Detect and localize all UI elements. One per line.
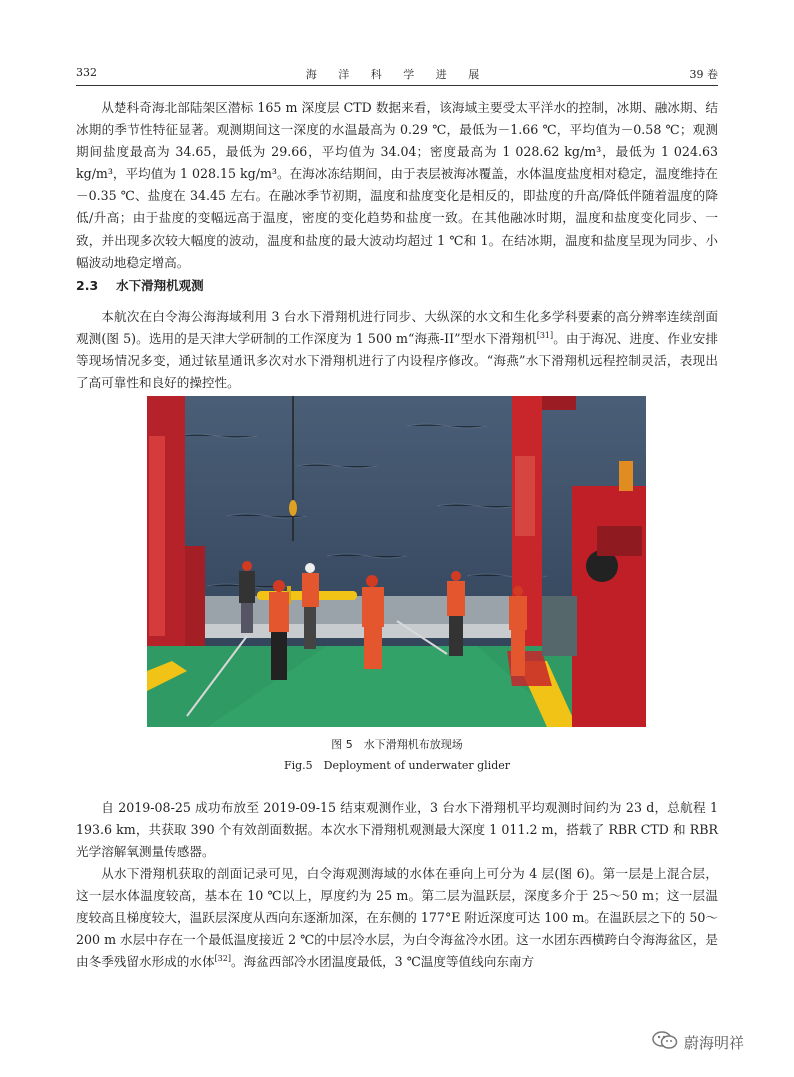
figure-caption-english: Fig.5 Deployment of underwater glider xyxy=(283,759,511,772)
running-header xyxy=(76,63,718,86)
right-crane-machinery xyxy=(572,486,646,727)
paragraph-glider-intro xyxy=(76,306,718,394)
wechat-watermark xyxy=(652,1030,744,1054)
watermark-text: 蔚海明祥 xyxy=(684,1033,745,1052)
paragraph-text: 。海盆西部冷水团温度最低，3 ℃温度等值线向东南方 xyxy=(230,954,535,970)
paragraph-ctd-analysis: 从楚科奇海北部陆架区潜标 165 m 深度层 CTD 数据来看，该海域主要受太平洋水的控制，冰期、融冰期、结冰期的季节性特征显著。观测期间这一深度的水温最高为 0.29 ℃，最低为－1.66 ℃，平均值为－0.58 ℃；观测期间盐度最高为 34.65，最低为 29.66，平均值为 34.04；密度最高为 1 028.62 kg/m³，最低为 1 024.63 kg/m³，平均值为 1 028.15 kg/m³。在海冰冻结期间，由于表层被海冰覆盖，水体温度盐度相对稳定，温度维持在－0.35 ℃、盐度在 34.45 左右。在融冰季节初期，温度和盐度变化是相反的，即盐度的升高/降低伴随着温度的降低/升高；由于盐度的变幅远高于温度，密度的变化趋势和盐度一致。在其他融冰时期，温度和盐度变化同步、一致，并出现多次较大幅度的波动，温度和盐度的最大波动均超过 1 ℃和 1。在结冰期，温度和盐度呈现为同步、小幅波动地稳定增高。 xyxy=(76,100,718,270)
journal-title: 海 洋 科 学 进 展 xyxy=(305,68,489,81)
citation-ref: [31] xyxy=(536,330,554,340)
grey-container xyxy=(542,596,577,656)
paragraph-text: 本航次在白令海公海海域利用 3 台水下滑翔机进行同步、大纵深的水文和生化多学科要素的高分辨率连续剖面观测(图 5)。选用的是天津大学研制的工作深度为 1 500 m“海燕-II”型水下滑翔机 xyxy=(76,309,718,347)
section-title: 水下滑翔机观测 xyxy=(116,278,204,293)
paragraph-text: 从水下滑翔机获取的剖面记录可见，白令海观测海域的水体在垂向上可分为 4 层(图 6)。第一层是上混合层，这一层水体温度较高，基本在 10 ℃以上，厚度约为 25 m。第二层为温跃层，深度多介于 25～50 m；这一层温度较高且梯度较大，温跃层深度从西向东逐渐加深，在东侧的 177°E 附近深度可达 100 m。在温跃层之下的 50～200 m 水层中存在一个最低温度接近 2 ℃的中层冷水层，为白令海盆冷水团。这一水团东西横跨白令海海盆区，是由冬季残留水形成的水体 xyxy=(76,866,718,970)
volume-label: 39 卷 xyxy=(689,68,718,81)
paragraph-water-layers xyxy=(76,863,718,973)
citation-ref: [32] xyxy=(214,954,231,964)
paragraph-text: 。由于海况、进度、作业安排等现场情况多变，通过铱星通讯多次对水下滑翔机进行了内设程序修改。“海燕”水下滑翔机远程控制灵活，表现出了高可靠性和良好的操控性。 xyxy=(76,331,718,391)
figure-caption-chinese: 图 5 水下滑翔机布放现场 xyxy=(331,738,463,751)
paragraph-observation-summary: 自 2019-08-25 成功布放至 2019-09-15 结束观测作业，3 台水下滑翔机平均观测时间约为 23 d，总航程 1 193.6 km，共获取 390 个有效剖面数据。本次水下滑翔机观测最大深度 1 011.2 m，搭载了 RBR CTD 和 RBR 光学溶解氧测量传感器。 xyxy=(76,800,718,860)
section-heading xyxy=(76,276,204,294)
photo-illustration xyxy=(147,396,646,727)
figure-photo-glider-deployment xyxy=(147,396,646,727)
wechat-icon xyxy=(652,1030,678,1054)
section-number: 2.3 xyxy=(76,278,99,293)
page-number: 332 xyxy=(76,66,97,79)
